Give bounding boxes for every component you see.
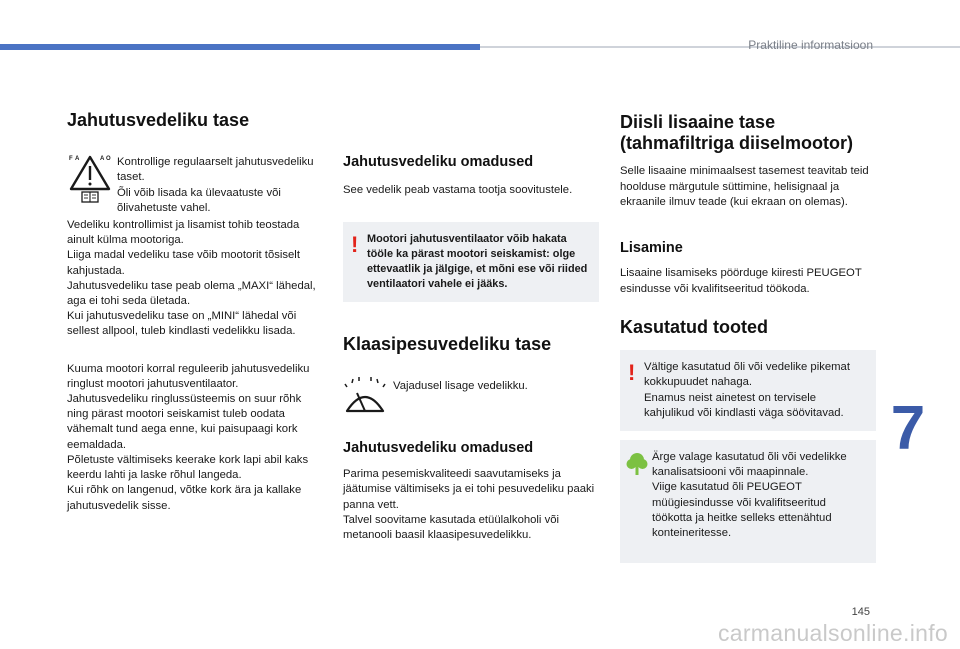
used-products-warning-box bbox=[620, 350, 876, 431]
svg-text:A: A bbox=[75, 156, 80, 163]
section-title: Praktiline informatsioon bbox=[748, 38, 873, 52]
coolant-warning-icon bbox=[67, 153, 117, 216]
watermark: carmanualsonline.info bbox=[717, 620, 948, 646]
environment-info-text: Ärge valage kasutatud õli või vedelikke kanalisatsiooni või maapinnale. Viige kasutatud õli PEUGEOT müügiesindusse või kvalifitseeritud töökotta ja heitke selleks ettenähtud konteineritesse. bbox=[652, 450, 847, 539]
coolant-check-text: Kontrollige regulaarselt jahutusvedeliku taset. Õli võib lisada ka ülevaatuste või õlivahetuste vahel. bbox=[117, 156, 314, 214]
diesel-additive-section bbox=[620, 112, 876, 563]
warning-exclamation-icon: ! bbox=[351, 231, 359, 257]
washer-properties-title: Jahutusvedeliku omadused bbox=[343, 439, 534, 456]
washer-properties-text: Parima pesemiskvaliteedi saavutamiseks ja jäätumise vältimiseks ja ei tohi pesuvedeliku paaki panna vett. Talvel soovitame kasutada etüülalkoholi või metanooli baasil klaasipesuvedelikku. bbox=[343, 468, 595, 542]
fan-warning-box bbox=[343, 222, 599, 302]
svg-text:O: O bbox=[106, 156, 111, 163]
refill-title: Lisamine bbox=[620, 240, 683, 257]
coolant-level-section bbox=[67, 110, 325, 514]
washer-fluid-title: Klaasipesuvedeliku tase bbox=[343, 333, 552, 354]
coolant-hot-engine-paragraph: Kuuma mootori korral reguleerib jahutusvedeliku ringlust mootori jahutusventilaator. Jahutusvedeliku ringlussüsteemis on suur rõhk ning pärast mootori seiskamist tuleb oodata vähemalt tund aega enne, kui paisupaagi kork eemaldada. Põletuste vältimiseks keerake kork lapi abil kaks keerdu lahti ja laske rõhul langeda. Kui rõhk on langenud, võtke kork ära ja kallake jahutusvedelik sisse. bbox=[67, 362, 310, 512]
environment-info-box bbox=[620, 440, 876, 563]
coolant-level-paragraph: Vedeliku kontrollimist ja lisamist tohib teostada ainult külma mootoriga. Liiga madal vedeliku tase võib mootorit tõsiselt kahjustada. Jahutusvedeliku tase peab olema „MAXI“ lähedal, aga ei tohi seda ületada. Kui jahutusvedeliku tase on „MINI“ lähedal või sellest allpool, tuleb kindlasti vedelikku lisada. bbox=[67, 219, 316, 338]
tree-icon bbox=[626, 452, 648, 481]
coolant-level-title: Jahutusvedeliku tase bbox=[67, 110, 250, 130]
fan-warning-text: Mootori jahutusventilaator võib hakata tööle ka pärast mootori seiskamist: olge ettevaatlik ja jälgige, et mõni ese või riided ventilaatori vahele ei jääks. bbox=[367, 232, 588, 290]
diesel-additive-intro: Selle lisaaine minimaalsest tasemest teavitab teid hoolduse märgutule süttimine, helisignaal ja ekraanile ilmuv teade (kui ekraan on olemas). bbox=[620, 165, 869, 208]
refill-text: Lisaaine lisamiseks pöörduge kiiresti PEUGEOT esindusse või kvalifitseeritud töökoda. bbox=[620, 267, 862, 295]
header-accent-bar bbox=[0, 44, 480, 50]
washer-icon-row bbox=[343, 377, 599, 426]
chapter-number: 7 bbox=[890, 394, 926, 463]
header-divider bbox=[480, 46, 960, 48]
coolant-properties-title: Jahutusvedeliku omadused bbox=[343, 154, 534, 170]
used-products-title: Kasutatud tooted bbox=[620, 316, 768, 337]
used-products-warning-text: Vältige kasutatud õli või vedelike pikemat kokkupuudet nahaga. Enamus neist ainetest on tervisele kahjulikud või kindlasti väga söövitavad. bbox=[644, 361, 850, 419]
warning-exclamation-icon: ! bbox=[628, 360, 636, 386]
coolant-properties-section bbox=[343, 154, 599, 543]
diesel-additive-title: Diisli lisaaine tase (tahmafiltriga diiselmootor) bbox=[620, 112, 854, 154]
svg-text:F: F bbox=[69, 156, 73, 163]
page-number: 145 bbox=[851, 606, 870, 618]
svg-text:A: A bbox=[100, 156, 105, 163]
coolant-properties-text: See vedelik peab vastama tootja soovitustele. bbox=[343, 184, 573, 197]
coolant-icon-row bbox=[67, 153, 325, 216]
washer-fluid-icon bbox=[343, 377, 393, 426]
washer-fluid-text: Vajadusel lisage vedelikku. bbox=[393, 379, 528, 392]
